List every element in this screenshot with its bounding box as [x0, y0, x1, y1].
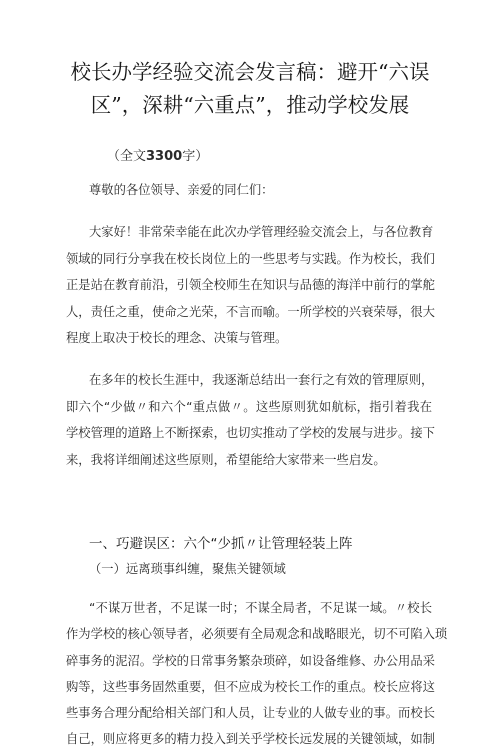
greeting: 尊敬的各位领导、亲爱的同仁们： [89, 183, 274, 197]
paragraph-1-line: 程度上取决于校长的理念、决策与管理。 [66, 331, 288, 345]
paragraph-3-line: 自己，则应将更多的精力投入到关乎学校长远发展的关键领域，如制 [66, 732, 435, 746]
paragraph-2-line: 即六个“少做〃和六个“重点做〃。这些原则犹如航标，指引着我在 [66, 400, 432, 414]
subsection-heading: （一）远离琐事纠缠，聚焦关键领域 [89, 562, 286, 576]
word-count-number: 3300 [146, 149, 183, 164]
paragraph-3-line: “不谋万世者，不足谋一时；不谋全局者，不足谋一域。〃校长 [89, 601, 432, 615]
word-count [107, 145, 208, 164]
paragraph-2-line: 学校管理的道路上不断探索，也切实推动了学校的发展与进步。接下 [66, 426, 435, 440]
paragraph-3-line: 购等，这些事务固然重要，但不应成为校长工作的重点。校长应将这 [66, 680, 435, 694]
word-count-suffix: 字） [182, 149, 209, 164]
paragraph-3-line: 些事务合理分配给相关部门和人员，让专业的人做专业的事。而校长 [66, 706, 435, 720]
paragraph-2-line: 在多年的校长生涯中，我逐渐总结出一套行之有效的管理原则， [89, 373, 434, 387]
title-line-2: 区”，深耕“六重点”，推动学校发展 [90, 93, 410, 117]
paragraph-1-line: 领域的同行分享我在校长岗位上的一些思考与实践。作为校长，我们 [66, 252, 435, 266]
title-line-1: 校长办学经验交流会发言稿：避开“六误 [70, 60, 430, 84]
document-title [60, 56, 440, 122]
paragraph-1-line: 大家好！非常荣幸能在此次办学管理经验交流会上，与各位教育 [89, 225, 434, 239]
paragraph-2-line: 来，我将详细阐述这些原则，希望能给大家带来一些启发。 [66, 453, 386, 467]
paragraph-1-line: 人，责任之重，使命之光荣，不言而喻。一所学校的兴衰荣辱，很大 [66, 305, 435, 319]
section-heading: 一、巧避误区：六个“少抓〃让管理轻装上阵 [89, 536, 353, 552]
paragraph-3-line: 碎事务的泥沼。学校的日常事务繁杂琐碎，如设备维修、办公用品采 [66, 654, 435, 668]
paragraph-3-line: 作为学校的核心领导者，必须要有全局观念和战略眼光，切不可陷入琐 [66, 627, 448, 641]
paragraph-1-line: 正是站在教育前沿，引领全校师生在知识与品德的海洋中前行的掌舵 [66, 278, 435, 292]
word-count-prefix: （全文 [107, 149, 147, 164]
